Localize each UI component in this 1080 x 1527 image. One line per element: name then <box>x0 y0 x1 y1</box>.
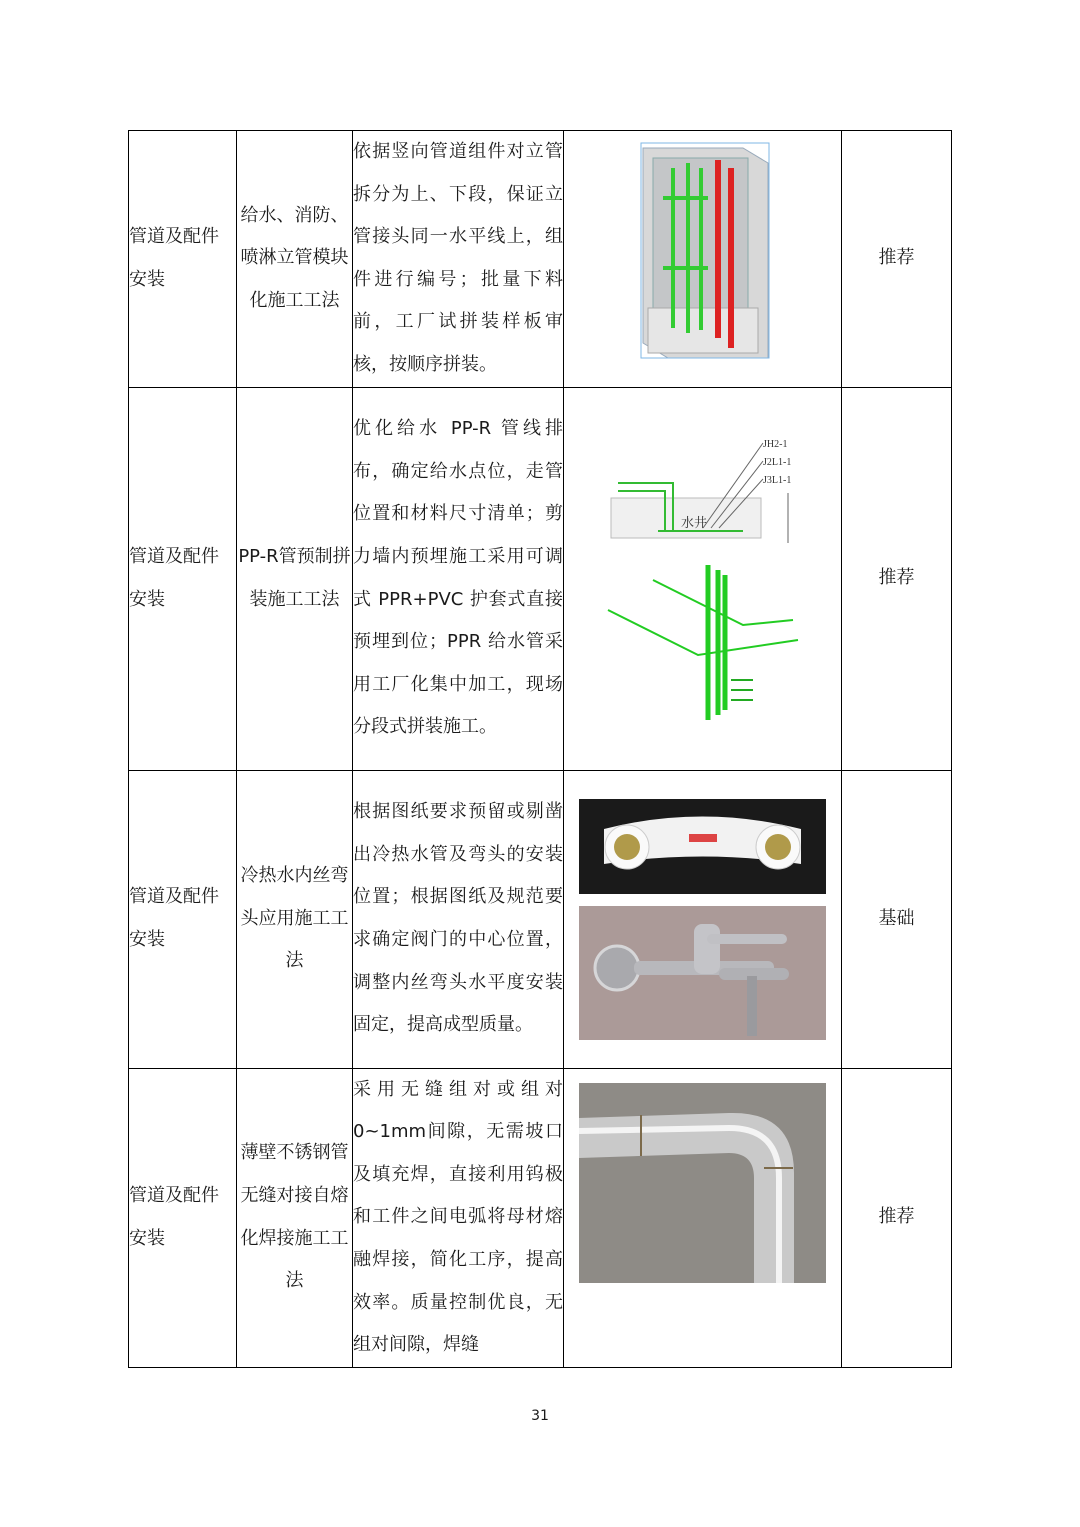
method-cell: 给水、消防、喷淋立管模块化施工工法 <box>237 131 353 388</box>
plan-label-1: JH2-1 <box>762 438 787 450</box>
figure-cell <box>564 387 842 770</box>
table-row <box>129 131 952 388</box>
pipe-shaft-plan-image <box>603 433 803 548</box>
shaft-label: 水井 <box>680 514 707 530</box>
ppr-pipe-3d-image <box>603 560 803 725</box>
method-cell: PP-R管预制拼装施工工法 <box>237 387 353 770</box>
faucet-valve-photo <box>579 906 826 1040</box>
method-cell: 薄壁不锈钢管无缝对接自熔化焊接施工工法 <box>237 1068 353 1367</box>
category-cell: 管道及配件安装 <box>129 770 237 1068</box>
stainless-weld-photo <box>579 1083 826 1283</box>
category-cell: 管道及配件安装 <box>129 1068 237 1367</box>
category-cell: 管道及配件安装 <box>129 387 237 770</box>
description-cell: 采用无缝组对或组对0~1mm间隙，无需坡口及填充焊，直接利用钨极和工件之间电弧将母材熔融焊接，简化工序，提高效率。质量控制优良，无组对间隙，焊缝 <box>353 1068 564 1367</box>
category-cell: 管道及配件安装 <box>129 131 237 388</box>
plan-label-2: J2L1-1 <box>762 456 791 468</box>
riser-module-3d-image <box>633 138 773 363</box>
figure-cell <box>564 131 842 388</box>
level-cell: 推荐 <box>842 131 952 388</box>
plan-label-3: J3L1-1 <box>762 474 791 486</box>
table-row <box>129 387 952 770</box>
table-row <box>129 1068 952 1367</box>
description-cell: 优化给水 PP-R 管线排布，确定给水点位，走管位置和材料尺寸清单；剪力墙内预埋施工采用可调式 PPR+PVC 护套式直接预埋到位；PPR 给水管采用工厂化集中加工，现场分段式拼装施工。 <box>353 387 564 770</box>
method-cell: 冷热水内丝弯头应用施工工法 <box>237 770 353 1068</box>
description-cell: 依据竖向管道组件对立管拆分为上、下段，保证立管接头同一水平线上，组件进行编号；批量下料前，工厂试拼装样板审核，按顺序拼装。 <box>353 131 564 388</box>
level-cell: 推荐 <box>842 387 952 770</box>
figure-cell <box>564 1068 842 1367</box>
level-cell: 推荐 <box>842 1068 952 1367</box>
level-cell: 基础 <box>842 770 952 1068</box>
table-row <box>129 770 952 1068</box>
page-number: 31 <box>531 1408 549 1424</box>
elbow-fitting-photo <box>579 799 826 894</box>
description-cell: 根据图纸要求预留或剔凿出冷热水管及弯头的安装位置；根据图纸及规范要求确定阀门的中心位置，调整内丝弯头水平度安装固定，提高成型质量。 <box>353 770 564 1068</box>
figure-cell <box>564 770 842 1068</box>
construction-methods-table <box>128 130 952 1368</box>
